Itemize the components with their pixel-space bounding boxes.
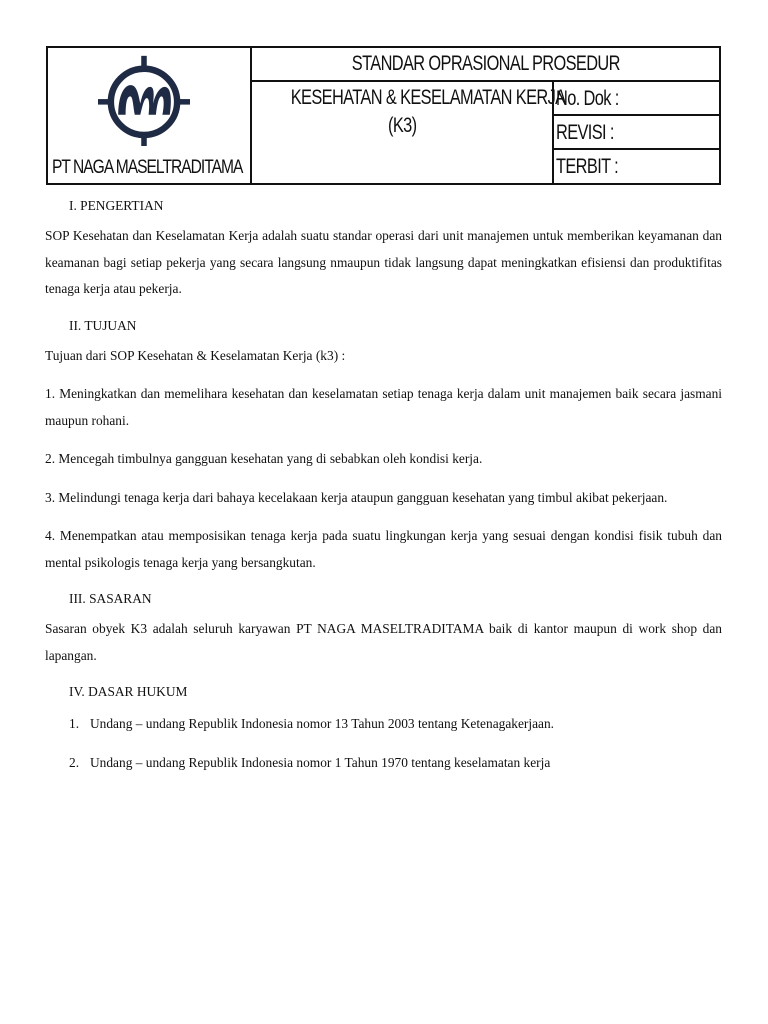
nm-crosshair-logo-icon bbox=[98, 54, 190, 146]
company-name: PT NAGA MASELTRADITAMA bbox=[52, 157, 243, 178]
tujuan-item-1: 1. Meningkatkan dan memelihara kesehatan dan keselamatan setiap tenaga kerja dalam unit manajemen baik secara jasmani maupun rohani. bbox=[45, 386, 722, 428]
section-heading-pengertian: I. PENGERTIAN bbox=[69, 198, 164, 213]
section-heading-dasar-hukum: IV. DASAR HUKUM bbox=[69, 684, 188, 699]
section-heading-sasaran: III. SASARAN bbox=[69, 591, 152, 606]
tujuan-item-4: 4. Menempatkan atau memposisikan tenaga kerja pada suatu lingkungan kerja yang sesuai dengan kondisi fisik tubuh dan mental psikologis tenaga kerja yang bersangkutan. bbox=[45, 528, 722, 570]
subject-line-1: KESEHATAN & KESELAMATAN KERJA bbox=[290, 86, 566, 109]
document-subject bbox=[252, 82, 566, 183]
document-header-table bbox=[46, 46, 721, 185]
list-item: 2. Undang – undang Republik Indonesia nomor 1 Tahun 1970 tentang keselamatan kerja bbox=[69, 755, 551, 770]
list-item: 1. Undang – undang Republik Indonesia nomor 13 Tahun 2003 tentang Ketenagakerjaan. bbox=[69, 716, 555, 731]
document-title: STANDAR OPRASIONAL PROSEDUR bbox=[252, 48, 719, 82]
tujuan-item-3: 3. Melindungi tenaga kerja dari bahaya kecelakaan kerja ataupun gangguan kesehatan yang timbul akibat pekerjaan. bbox=[45, 489, 668, 505]
section-heading-tujuan: II. TUJUAN bbox=[69, 317, 137, 333]
tujuan-item-2: 2. Mencegah timbulnya gangguan kesehatan yang di sebabkan oleh kondisi kerja. bbox=[45, 451, 483, 466]
dasar-hukum-list bbox=[45, 713, 722, 774]
terbit-field: TERBIT : bbox=[556, 155, 619, 178]
subject-line-2: (K3) bbox=[387, 114, 417, 137]
no-dok-field: No. Dok : bbox=[554, 82, 719, 116]
pengertian-paragraph: SOP Kesehatan dan Keselamatan Kerja adalah suatu standar operasi dari unit manajemen untuk memberikan keyamanan dan keamanan bagi setiap pekerja yang secara langsung nmaupun tidak langsung dapat meningkatkan efisiensi dan produktifitas tenaga kerja atau pekerja. bbox=[45, 228, 722, 296]
document-body bbox=[45, 195, 722, 791]
logo-cell bbox=[48, 48, 252, 183]
tujuan-intro: Tujuan dari SOP Kesehatan & Keselamatan Kerja (k3) : bbox=[45, 347, 346, 363]
sasaran-paragraph: Sasaran obyek K3 adalah seluruh karyawan PT NAGA MASELTRADITAMA baik di kantor maupun di work shop dan lapangan. bbox=[45, 621, 722, 663]
revisi-field: REVISI : bbox=[554, 116, 719, 150]
